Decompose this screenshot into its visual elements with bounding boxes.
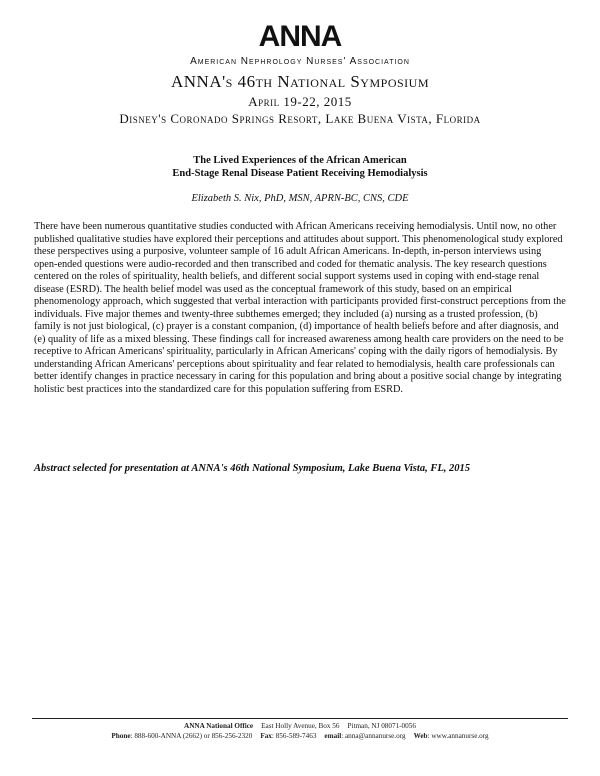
footer-divider (32, 718, 568, 719)
footer-contact-row (32, 731, 568, 741)
footer-address: East Holly Avenue, Box 56 (261, 722, 340, 730)
footer-address-row (32, 721, 568, 731)
anna-logo: ANNA (258, 20, 342, 53)
footer-office-label: ANNA National Office (184, 722, 254, 730)
symposium-dates: April 19-22, 2015 (248, 94, 352, 109)
selection-note: Abstract selected for presentation at ANNA's 46th National Symposium, Lake Buena Vista, FL, 2015 (34, 463, 470, 474)
footer-fax-group (260, 731, 316, 741)
footer-phone-label: Phone (111, 732, 131, 740)
footer-email-link[interactable]: : anna@annanurse.org (341, 732, 406, 740)
footer (32, 721, 568, 741)
footer-phone: : 888-600-ANNA (2662) or 856-256-2320 (130, 732, 253, 740)
symposium-title: ANNA's 46th National Symposium (171, 72, 429, 91)
article-title (60, 154, 540, 180)
article-title-line-1: The Lived Experiences of the African American (193, 155, 407, 166)
footer-web-label: Web (413, 732, 428, 740)
footer-city: Pitman, NJ 08071-0056 (347, 722, 416, 730)
footer-phone-group (111, 731, 252, 741)
article-author: Elizabeth S. Nix, PhD, MSN, APRN-BC, CNS, CDE (191, 193, 409, 204)
abstract-body: There have been numerous quantitative studies conducted with African Americans receiving hemodialysis. Until now, no other published qualitative studies have explored their perceptions and attitudes about support. This phenomenological study explored these perspectives using a purposive, volunteer sample of 16 adult African Americans. In-depth, in-person interviews using open-ended questions were audio-recorded and then transcribed and coded for thematic analysis. The key research questions centered on the roles of spirituality, health beliefs, and different social support systems used in coping with end-stage renal disease (ESRD). The health belief model was used as the conceptual framework of this study, based on an empirical phenomenology approach, which suggested that verbal interaction with participants provided first-construct perceptions from the individuals. Five major themes and twenty-three subthemes emerged; they included (a) nursing as a trusted profession, (b) family is not just biological, (c) prayer is a constant companion, (d) importance of health beliefs before and after diagnosis, and (e) quality of life as a mixed blessing. These findings call for increased awareness among health care providers on the need to be receptive to African Americans' spirituality, particularly in African Americans' coping with the daily rigors of hemodialysis. By understanding African Americans' perceptions about spirituality and fear related to hemodialysis, health care professionals can better identify changes in practice necessary in caring for this population and bring about a positive social change by integrating holistic best practices into the standardized care for this population suffering from ESRD. (34, 221, 566, 395)
symposium-venue: Disney's Coronado Springs Resort, Lake Buena Vista, Florida (119, 111, 481, 126)
association-name: American Nephrology Nurses' Association (190, 56, 410, 67)
footer-web-link[interactable]: : www.annanurse.org (427, 732, 489, 740)
article-title-line-2: End-Stage Renal Disease Patient Receiving Hemodialysis (172, 168, 428, 179)
footer-fax: : 856-589-7463 (271, 732, 317, 740)
footer-web-group (414, 731, 489, 741)
footer-email-group (324, 731, 405, 741)
footer-fax-label: Fax (260, 732, 272, 740)
footer-email-label: email (324, 732, 342, 740)
